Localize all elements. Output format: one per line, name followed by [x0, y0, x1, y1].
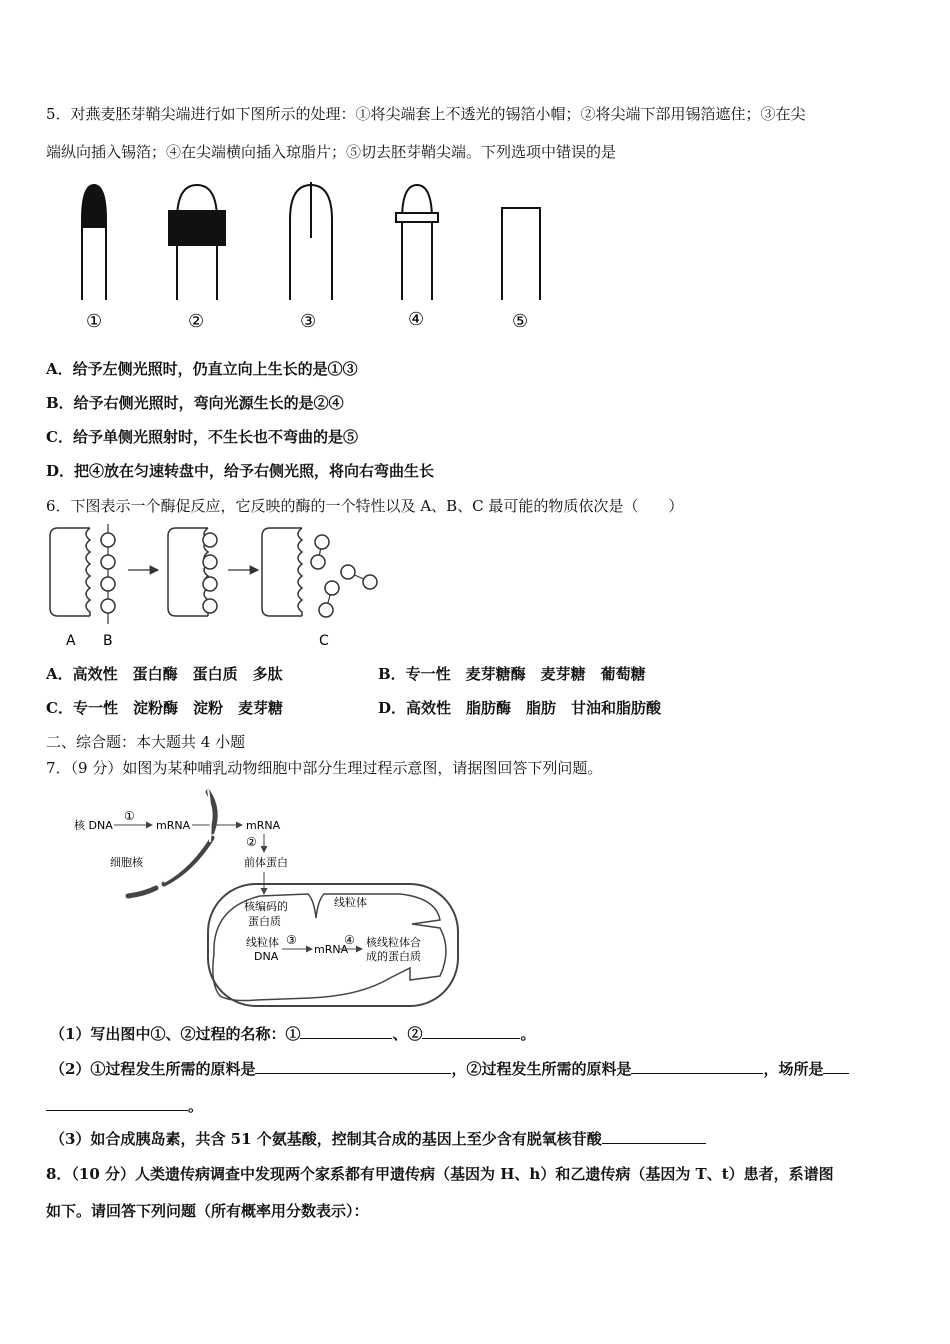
fig6-label-a: A: [66, 633, 76, 649]
coleoptile-3: [290, 182, 332, 300]
q8-stem-line2: 如下。请回答下列问题（所有概率用分数表示）：: [46, 1202, 369, 1220]
q7-sub2-text-c: ，场所是: [763, 1060, 824, 1078]
fig7-step2: ②: [246, 835, 257, 849]
fig7-nuclear-dna: 核 DNA: [74, 819, 113, 832]
fig7-mt-dna-1: 线粒体: [246, 936, 279, 949]
answer-blank-5b[interactable]: [46, 1096, 188, 1111]
fig5-label-3: ③: [300, 311, 317, 332]
q7-sub2-text-b: ，②过程发生所需的原料是: [451, 1060, 632, 1078]
fig7-step1: ①: [124, 809, 135, 823]
q5-stem-line2: 端纵向插入锡箔；④在尖端横向插入琼脂片；⑤切去胚芽鞘尖端。下列选项中错误的是: [46, 143, 617, 161]
q5-stem-line1: 5．对燕麦胚芽鞘尖端进行如下图所示的处理：①将尖端套上不透光的锡箔小帽；②将尖端下部用锡箔遮住；③在尖: [46, 105, 806, 123]
q5-option-a: A．给予左侧光照时，仍直立向上生长的是①③: [46, 360, 358, 378]
q7-sub1-text-c: 。: [520, 1025, 536, 1043]
q5-option-d: D．把④放在匀速转盘中，给予右侧光照，将向右弯曲生长: [46, 462, 435, 480]
q7-sub2-end: 。: [188, 1097, 204, 1115]
answer-blank-5a[interactable]: [823, 1059, 849, 1074]
answer-blank-1[interactable]: [300, 1024, 392, 1039]
coleoptile-figure: [60, 180, 560, 335]
fig5-label-2: ②: [188, 311, 205, 332]
q6-option-d: D．高效性 脂肪酶 脂肪 甘油和脂肪酸: [378, 699, 662, 717]
answer-blank-6[interactable]: [602, 1129, 706, 1144]
fig7-mrna-2: mRNA: [246, 819, 281, 832]
q7-sub3-text: （3）如合成胰岛素，共含 51 个氨基酸，控制其合成的基因上至少含有脱氧核苷酸: [50, 1130, 602, 1148]
fig7-nuclear-encoded-1: 核编码的: [244, 900, 288, 913]
section-heading: 二、综合题：本大题共 4 小题: [46, 733, 246, 751]
fig7-nucleus: 细胞核: [110, 856, 143, 869]
fig7-mitochondrion: 线粒体: [334, 896, 367, 909]
q6-option-c: C．专一性 淀粉酶 淀粉 麦芽糖: [46, 699, 283, 717]
fig5-label-5: ⑤: [512, 311, 529, 332]
q7-sub1-text-a: （1）写出图中①、②过程的名称：①: [50, 1025, 301, 1043]
answer-blank-4[interactable]: [631, 1059, 763, 1074]
coleoptile-2: [168, 185, 226, 300]
q5-option-c: C．给予单侧光照射时，不生长也不弯曲的是⑤: [46, 428, 358, 446]
fig7-precursor: 前体蛋白: [244, 856, 288, 869]
fig7-step3: ③: [286, 933, 297, 947]
answer-blank-2[interactable]: [422, 1024, 520, 1039]
q7-sub3: [50, 1128, 706, 1149]
q7-sub1: [50, 1023, 535, 1044]
fig7-mt-dna-2: DNA: [254, 950, 279, 963]
q7-sub1-text-b: 、②: [392, 1025, 423, 1043]
q5-option-b: B．给予右侧光照时，弯向光源生长的是②④: [46, 394, 344, 412]
q6-option-b: B．专一性 麦芽糖酶 麦芽糖 葡萄糖: [378, 665, 646, 683]
fig7-nuclear-encoded-2: 蛋白质: [248, 915, 281, 928]
fig7-combined-1: 核线粒体合: [366, 936, 421, 949]
q8-stem-line1: 8．（10 分）人类遗传病调查中发现两个家系都有甲遗传病（基因为 H、h）和乙遗传病（基因为 T、t）患者，系谱图: [46, 1165, 834, 1183]
fig7-combined-2: 成的蛋白质: [366, 950, 421, 963]
q7-sub2-cont: [46, 1095, 203, 1116]
q7-sub2-text-a: （2）①过程发生所需的原料是: [50, 1060, 256, 1078]
q6-option-a: A．高效性 蛋白酶 蛋白质 多肽: [46, 665, 283, 683]
fig7-step4: ④: [344, 933, 355, 947]
fig5-label-1: ①: [86, 311, 103, 332]
q7-stem: 7．（9 分）如图为某种哺乳动物细胞中部分生理过程示意图，请据图回答下列问题。: [46, 759, 603, 777]
q6-stem: 6．下图表示一个酶促反应，它反映的酶的一个特性以及 A、B、C 最可能的物质依次是（ ）: [46, 497, 684, 515]
coleoptile-4: [396, 185, 438, 300]
enzyme-figure: [40, 520, 390, 650]
coleoptile-1: [82, 185, 106, 300]
fig6-label-b: B: [103, 633, 113, 649]
coleoptile-5: [502, 208, 540, 300]
fig6-label-c: C: [319, 633, 329, 649]
fig5-label-4: ④: [408, 309, 425, 330]
fig7-mrna-1: mRNA: [156, 819, 191, 832]
answer-blank-3[interactable]: [255, 1059, 451, 1074]
q7-sub2: [50, 1058, 849, 1079]
fig7-mrna-3: mRNA: [314, 943, 349, 956]
cell-process-figure: [60, 780, 470, 1020]
